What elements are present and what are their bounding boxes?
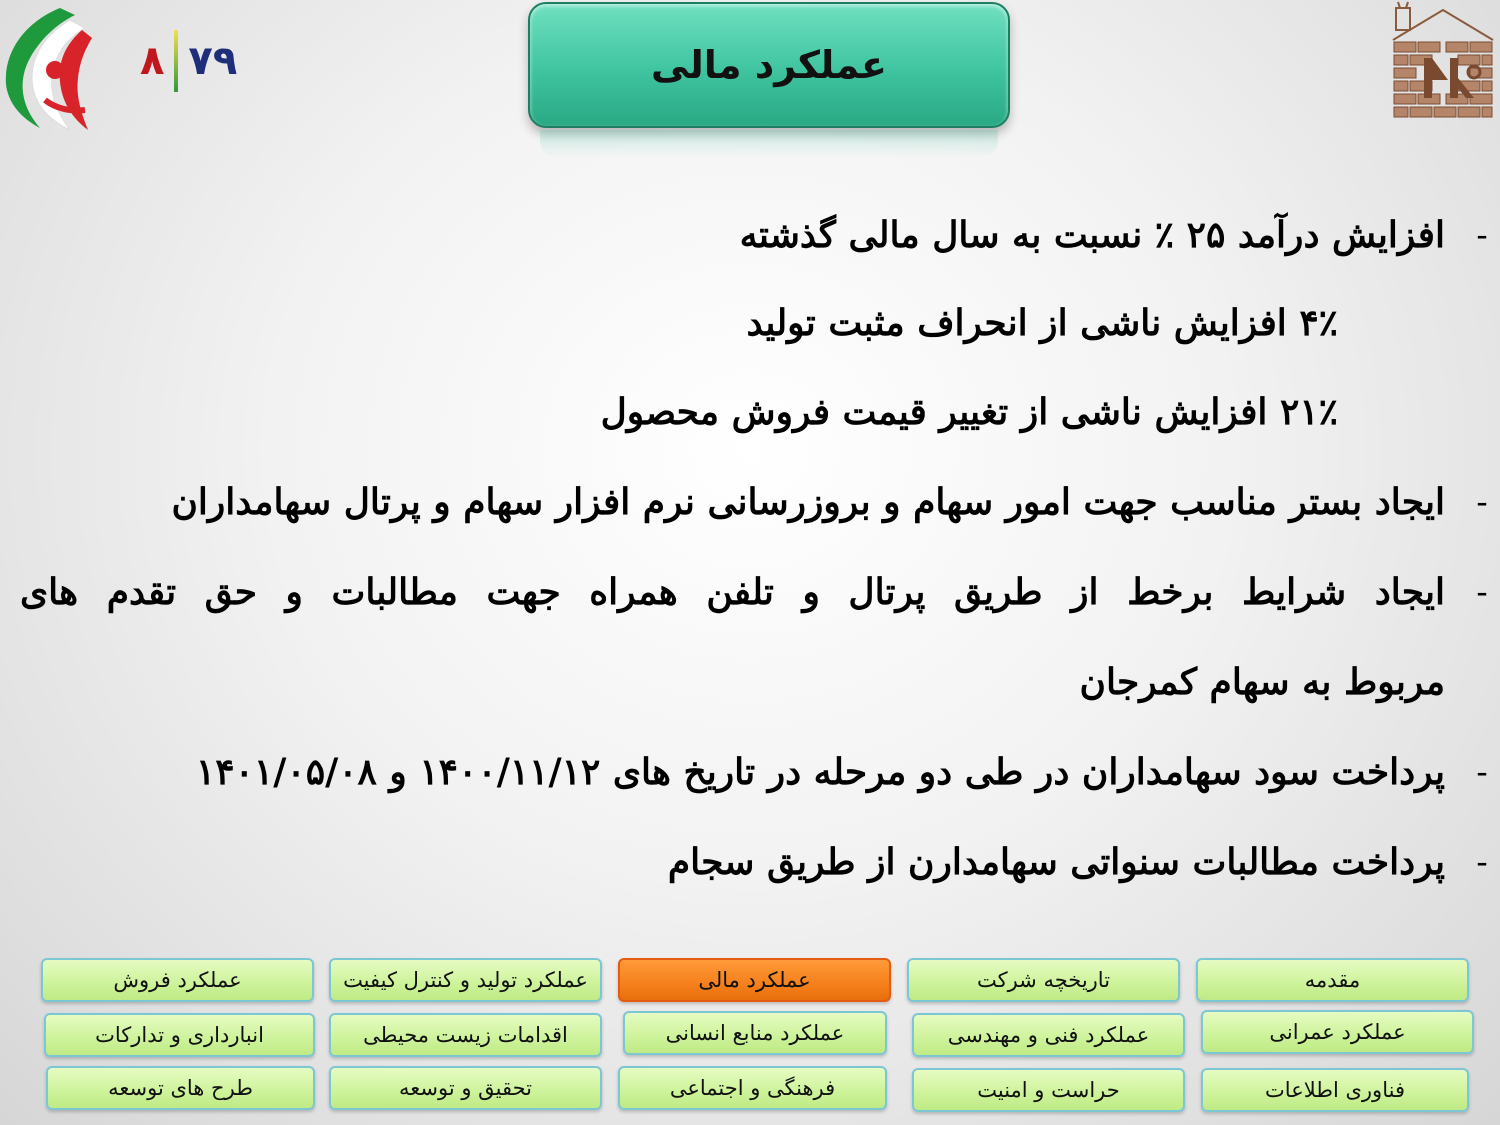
nav-button-development-plans[interactable]: طرح های توسعه <box>46 1066 315 1110</box>
bullet-dash: - <box>1476 843 1488 881</box>
page-counter <box>140 30 237 92</box>
nav-button-cultural[interactable]: فرهنگی و اجتماعی <box>618 1066 887 1110</box>
bullet-item: ایجاد بستر مناسب جهت امور سهام و بروزرسانی نرم افزار سهام و پرتال سهامداران <box>171 481 1445 523</box>
page-title-box <box>528 2 1010 128</box>
nav-button-construction[interactable]: عملکرد عمرانی <box>1201 1010 1474 1054</box>
nav-button-warehouse[interactable]: انبارداری و تدارکات <box>44 1013 315 1057</box>
nav-button-intro[interactable]: مقدمه <box>1196 958 1469 1002</box>
title-reflection <box>540 130 998 158</box>
nav-button-financial[interactable]: عملکرد مالی <box>618 958 891 1002</box>
sub-bullet-item: ۴٪ افزایش ناشی از انحراف مثبت تولید <box>746 302 1338 344</box>
nav-button-sales[interactable]: عملکرد فروش <box>41 958 314 1002</box>
iran-flag-logo <box>0 0 95 140</box>
nav-button-human-resources[interactable]: عملکرد منابع انسانی <box>623 1011 887 1055</box>
bullet-item-continued: مربوط به سهام کمرجان <box>1079 661 1445 703</box>
sub-bullet-item: ۲۱٪ افزایش ناشی از تغییر قیمت فروش محصول <box>600 391 1338 433</box>
page-current: ۸ <box>140 38 165 84</box>
bullet-dash: - <box>1476 216 1488 254</box>
bullet-dash: - <box>1476 573 1488 611</box>
nav-button-history[interactable]: تاریخچه شرکت <box>907 958 1180 1002</box>
bullet-dash: - <box>1476 753 1488 791</box>
page-title: عملکرد مالی <box>651 43 887 87</box>
nav-button-research[interactable]: تحقیق و توسعه <box>329 1066 602 1110</box>
bullet-item: افزایش درآمد ۲۵ ٪ نسبت به سال مالی گذشته <box>739 214 1445 256</box>
company-brick-logo <box>1388 0 1498 130</box>
page-total: ۷۹ <box>188 38 238 84</box>
nav-button-it[interactable]: فناوری اطلاعات <box>1201 1068 1469 1112</box>
nav-button-environment[interactable]: اقدامات زیست محیطی <box>329 1013 602 1057</box>
nav-button-production[interactable]: عملکرد تولید و کنترل کیفیت <box>329 958 602 1002</box>
bullet-dash: - <box>1476 483 1488 521</box>
bullet-item: پرداخت مطالبات سنواتی سهامدارن از طریق سجام <box>667 841 1445 883</box>
page-separator <box>174 30 178 92</box>
nav-button-security[interactable]: حراست و امنیت <box>912 1068 1185 1112</box>
bullet-item: پرداخت سود سهامداران در طی دو مرحله در تاریخ های ۱۴۰۰/۱۱/۱۲ و ۱۴۰۱/۰۵/۰۸ <box>195 751 1445 793</box>
bullet-item: ایجاد شرایط برخط از طریق پرتال و تلفن همراه جهت مطالبات و حق تقدم های <box>20 571 1445 613</box>
nav-button-engineering[interactable]: عملکرد فنی و مهندسی <box>912 1013 1185 1057</box>
